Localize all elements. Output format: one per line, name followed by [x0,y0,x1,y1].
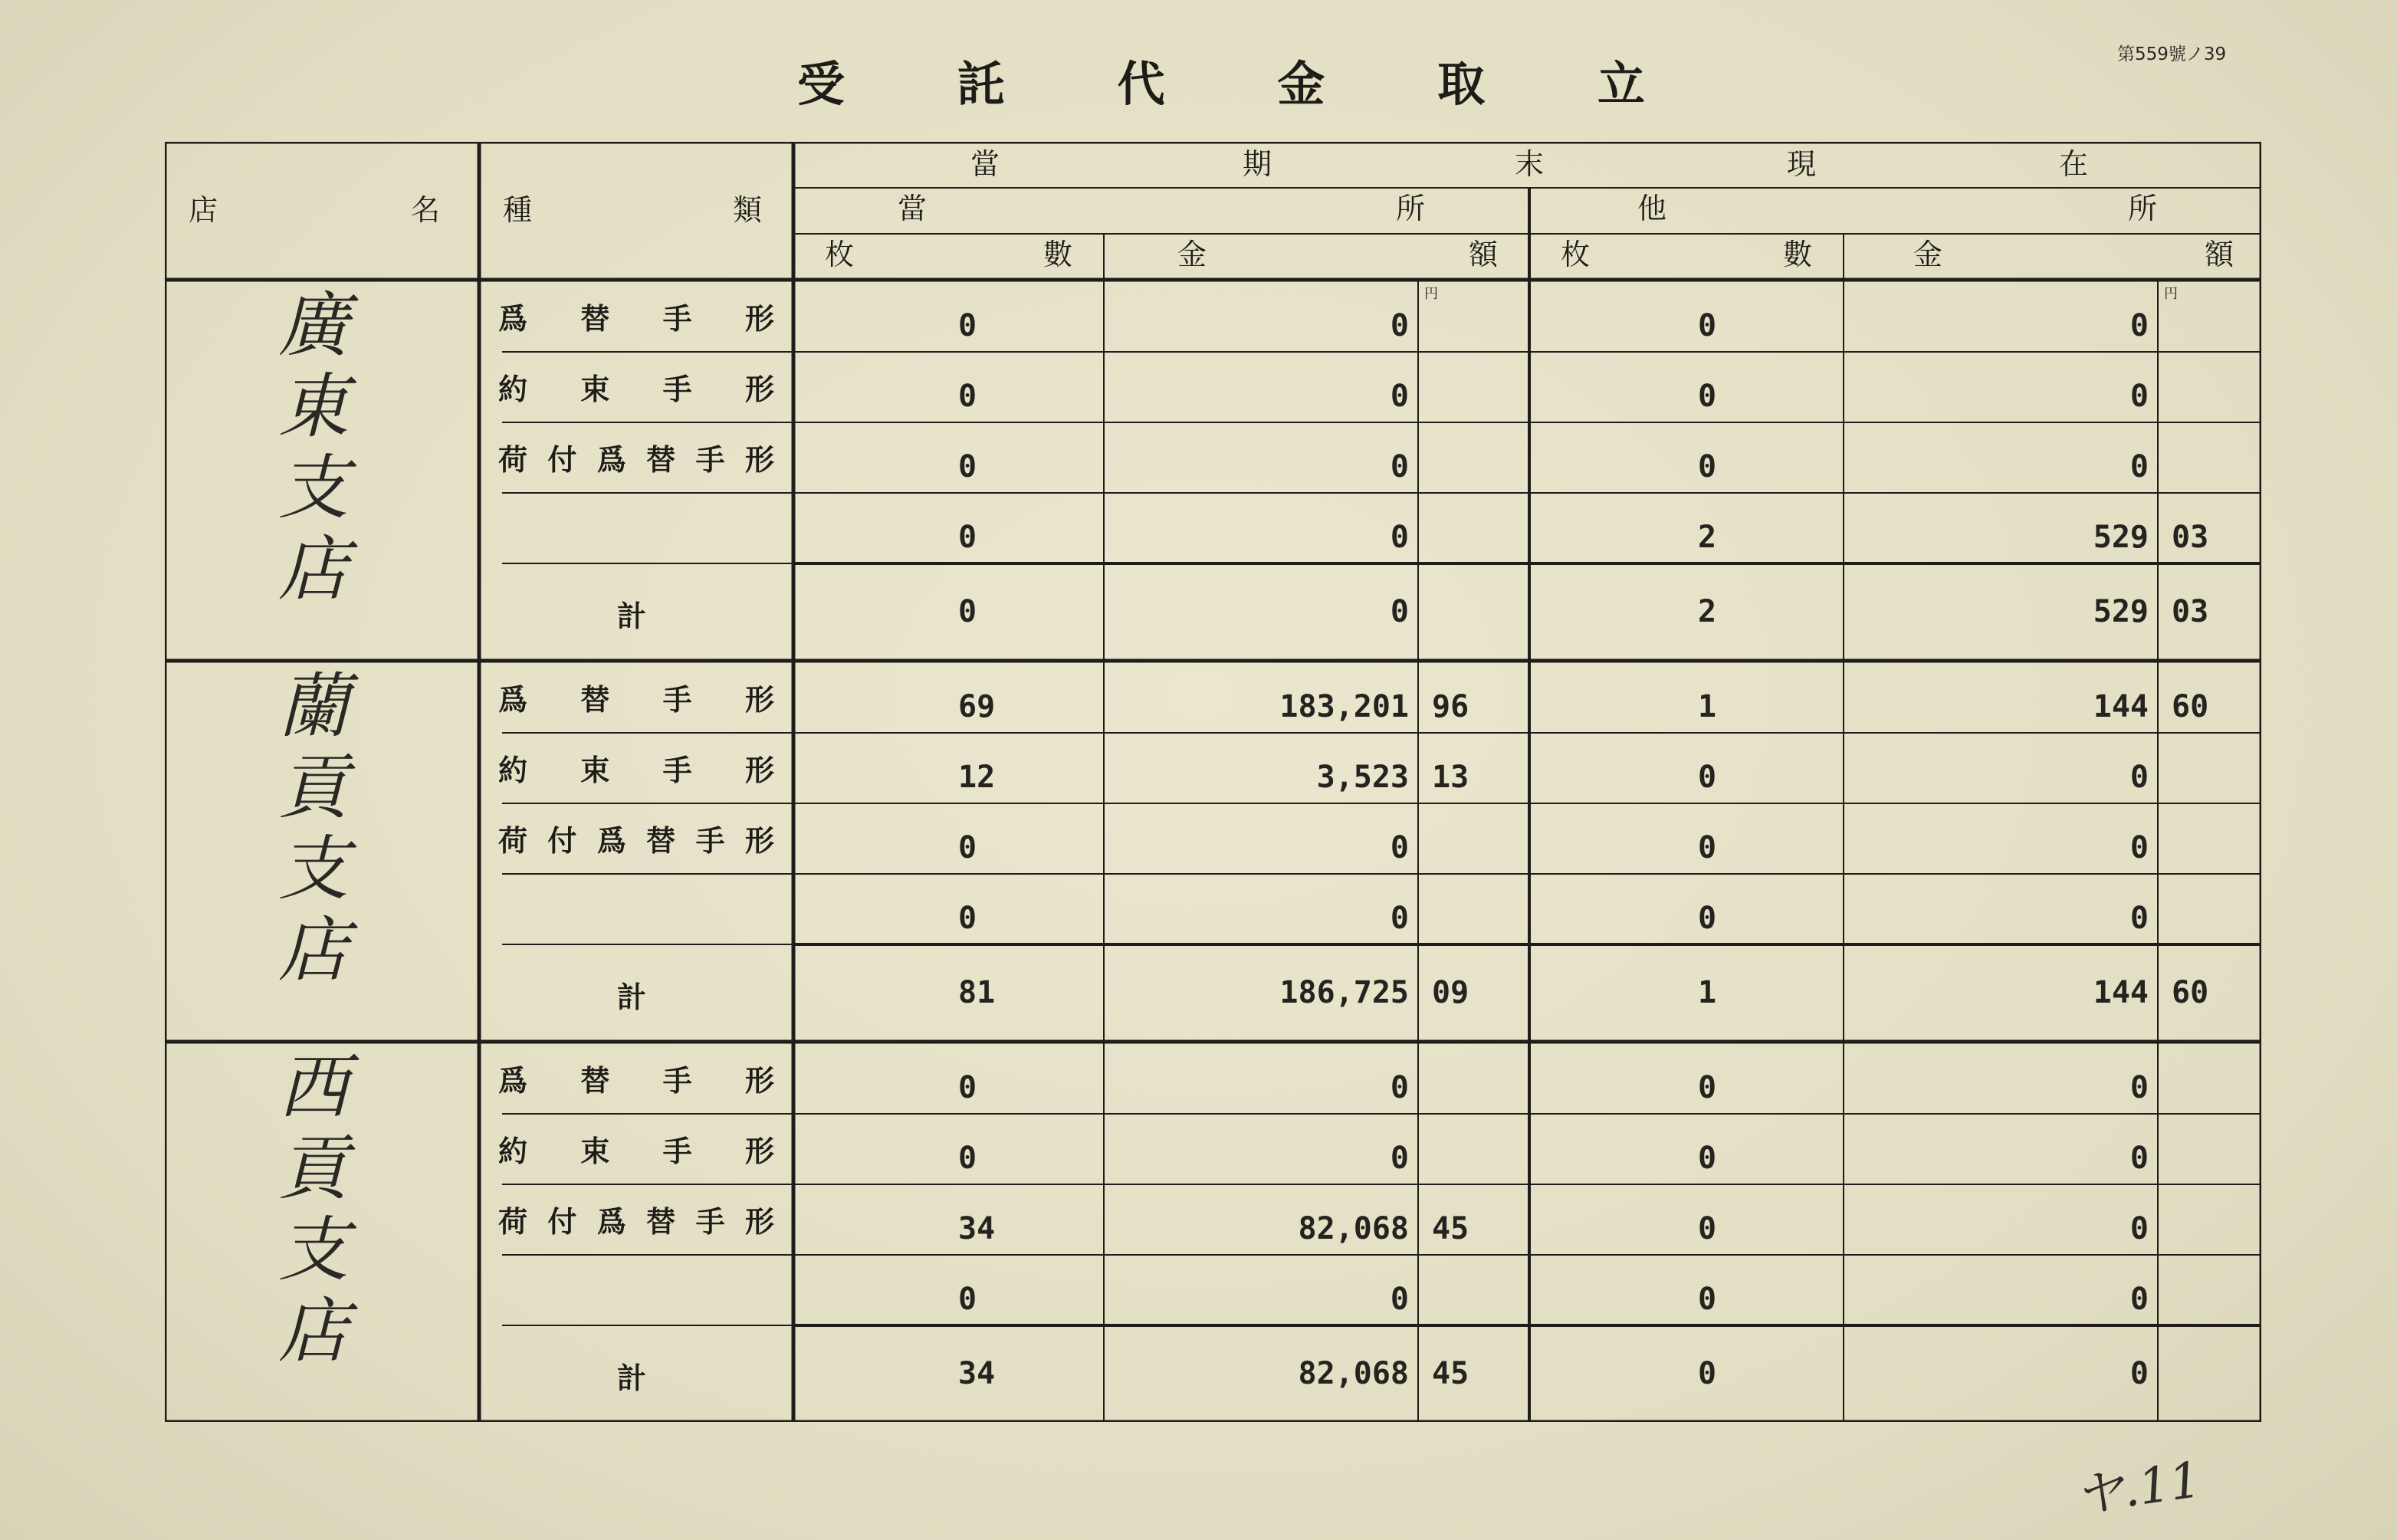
bill-type-char: 束 [580,372,610,406]
other-yen-value: 0 [2129,830,2149,865]
other-sen-value: 03 [2172,520,2209,555]
bill-type-char: 付 [547,823,577,858]
this-sen-value: 13 [1432,760,1469,795]
other-count-value: 0 [1698,1070,1717,1105]
bill-type-char: 替 [580,301,610,336]
other-yen-value: 0 [2129,1282,2149,1317]
bill-type-char: 手 [662,753,692,787]
other-count-value: 0 [1698,1356,1717,1391]
this-yen-value: 0 [1390,449,1409,484]
bill-type-char: 手 [695,442,725,477]
bill-type-char: 荷 [498,442,528,477]
this-count-value: 12 [958,760,996,795]
bill-type-label [498,1128,774,1170]
this-count-value: 0 [958,830,977,865]
this-count-value: 0 [958,1282,977,1317]
other-yen-value: 0 [2129,1211,2149,1246]
bill-type-label [498,295,774,337]
this-count-value: 0 [958,901,977,936]
header-store-name: 店 [189,193,218,227]
header-period-end: 現 [1787,147,1817,181]
bill-type-char: 手 [662,1134,692,1168]
other-yen-value: 0 [2129,901,2149,936]
bill-type-char: 手 [695,1204,725,1239]
bill-type-char: 形 [744,1134,774,1168]
bill-type-char: 替 [646,1204,676,1239]
other-yen-value: 0 [2129,1070,2149,1105]
other-yen-value: 144 [2093,975,2149,1010]
other-sen-value: 60 [2172,975,2209,1010]
this-yen-value: 183,201 [1279,689,1409,724]
title-char: 立 [1597,56,1648,112]
yen-unit-mark: 円 [2164,286,2178,302]
bill-type-char: 形 [744,301,774,336]
bill-type-char: 爲 [596,442,626,477]
this-count-value: 0 [958,1141,977,1176]
other-count-value: 0 [1698,1211,1717,1246]
other-yen-value: 529 [2093,594,2149,629]
bill-type-label [498,436,774,478]
this-yen-value: 82,068 [1298,1356,1409,1391]
this-yen-value: 0 [1390,379,1409,414]
bill-type-char: 約 [498,372,528,406]
header-other-office: 他 [1637,192,1667,225]
header-other-count: 數 [1783,238,1813,271]
other-count-value: 0 [1698,901,1717,936]
other-count-value: 1 [1698,975,1717,1010]
header-other-amount: 額 [2205,238,2234,271]
header-period-end: 期 [1243,147,1272,181]
bill-type-char: 荷 [498,1204,528,1239]
bill-type-char: 手 [662,372,692,406]
title-char: 受 [797,56,849,112]
total-label: 計 [617,599,647,633]
branch-name: 西貢支店 [267,1049,349,1374]
other-sen-value: 03 [2172,594,2209,629]
bill-type-char: 手 [662,682,692,717]
this-yen-value: 0 [1390,520,1409,555]
bill-type-char: 束 [580,753,610,787]
other-yen-value: 0 [2129,1356,2149,1391]
this-yen-value: 82,068 [1298,1211,1409,1246]
branch-name: 蘭貢支店 [267,668,349,993]
header-period-end: 當 [970,147,1000,181]
bill-type-char: 形 [744,1063,774,1098]
bill-type-char: 付 [547,442,577,477]
total-label: 計 [617,980,647,1014]
title-char: 代 [1117,56,1168,112]
header-period-end: 末 [1515,147,1545,181]
this-count-value: 0 [958,520,977,555]
bill-type-char: 形 [744,753,774,787]
ledger-grid-lines [165,142,2261,1422]
header-this-count: 枚 [825,238,855,271]
bill-type-label [498,366,774,408]
this-count-value: 81 [958,975,996,1010]
total-label: 計 [617,1361,647,1395]
other-count-value: 0 [1698,760,1717,795]
this-sen-value: 45 [1432,1356,1469,1391]
other-count-value: 2 [1698,520,1717,555]
other-count-value: 0 [1698,1141,1717,1176]
header-other-office: 所 [2128,192,2158,225]
bill-type-char: 束 [580,1134,610,1168]
yen-unit-mark: 円 [1424,286,1438,302]
bill-type-char: 形 [744,823,774,858]
other-yen-value: 0 [2129,379,2149,414]
document-title [797,46,1648,114]
this-yen-value: 186,725 [1279,975,1409,1010]
other-yen-value: 0 [2129,760,2149,795]
bill-type-label [498,817,774,859]
other-yen-value: 0 [2129,449,2149,484]
bill-type-char: 形 [744,442,774,477]
bill-type-char: 爲 [498,301,528,336]
bill-type-char: 形 [744,682,774,717]
header-store-name: 名 [411,193,441,227]
bill-type-char: 替 [580,682,610,717]
title-char: 託 [957,56,1008,112]
header-this-office: 所 [1396,192,1426,225]
header-other-amount: 金 [1913,238,1943,271]
header-this-office: 當 [898,192,928,225]
this-count-value: 0 [958,1070,977,1105]
handwritten-mark: ヤ.11 [2070,1451,2205,1526]
this-yen-value: 0 [1390,594,1409,629]
this-yen-value: 0 [1390,1282,1409,1317]
header-this-amount: 金 [1177,238,1207,271]
bill-type-char: 替 [646,823,676,858]
ledger-table [165,142,2261,1422]
header-this-count: 數 [1043,238,1073,271]
bill-type-char: 形 [744,372,774,406]
other-yen-value: 529 [2093,520,2149,555]
this-yen-value: 0 [1390,1141,1409,1176]
bill-type-char: 爲 [498,682,528,717]
title-char: 取 [1437,56,1489,112]
bill-type-char: 形 [744,1204,774,1239]
this-sen-value: 96 [1432,689,1469,724]
bill-type-label [498,676,774,718]
other-yen-value: 0 [2129,308,2149,343]
other-yen-value: 0 [2129,1141,2149,1176]
other-count-value: 2 [1698,594,1717,629]
bill-type-char: 爲 [596,1204,626,1239]
other-count-value: 0 [1698,308,1717,343]
other-sen-value: 60 [2172,689,2209,724]
this-count-value: 0 [958,308,977,343]
this-yen-value: 0 [1390,308,1409,343]
this-count-value: 0 [958,594,977,629]
bill-type-char: 替 [646,442,676,477]
branch-name: 廣東支店 [267,287,349,612]
other-yen-value: 144 [2093,689,2149,724]
title-char: 金 [1277,56,1328,112]
this-yen-value: 0 [1390,830,1409,865]
bill-type-char: 付 [547,1204,577,1239]
header-type: 類 [733,193,763,227]
this-sen-value: 45 [1432,1211,1469,1246]
bill-type-label [498,747,774,789]
other-count-value: 0 [1698,379,1717,414]
this-yen-value: 0 [1390,1070,1409,1105]
reference-number: 第559號ノ39 [2117,44,2227,64]
this-count-value: 69 [958,689,996,724]
header-other-count: 枚 [1561,238,1591,271]
this-yen-value: 3,523 [1316,760,1409,795]
bill-type-char: 替 [580,1063,610,1098]
other-count-value: 0 [1698,830,1717,865]
bill-type-char: 約 [498,1134,528,1168]
this-count-value: 0 [958,449,977,484]
header-type: 種 [503,193,533,227]
bill-type-char: 手 [695,823,725,858]
bill-type-char: 荷 [498,823,528,858]
header-period-end: 在 [2059,147,2089,181]
this-yen-value: 0 [1390,901,1409,936]
other-count-value: 0 [1698,1282,1717,1317]
header-this-amount: 額 [1469,238,1499,271]
bill-type-label [498,1198,774,1240]
bill-type-char: 手 [662,301,692,336]
this-count-value: 34 [958,1211,996,1246]
this-count-value: 0 [958,379,977,414]
bill-type-char: 爲 [596,823,626,858]
bill-type-char: 約 [498,753,528,787]
this-count-value: 34 [958,1356,996,1391]
bill-type-char: 爲 [498,1063,528,1098]
other-count-value: 1 [1698,689,1717,724]
bill-type-label [498,1057,774,1099]
this-sen-value: 09 [1432,975,1469,1010]
bill-type-char: 手 [662,1063,692,1098]
other-count-value: 0 [1698,449,1717,484]
